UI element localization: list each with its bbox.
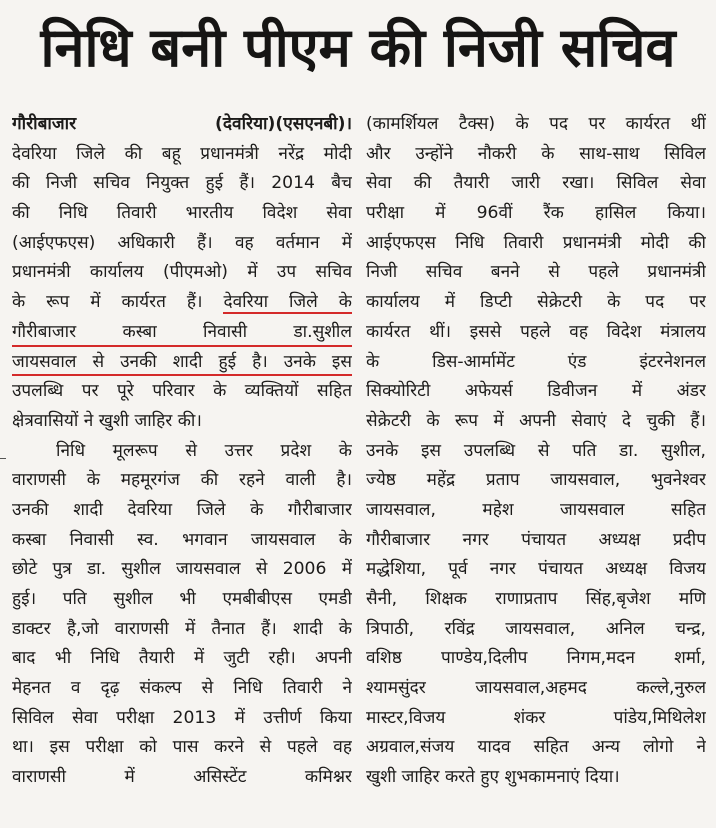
article-line: छोटे पुत्र डा. सुशील जायसवाल से 2006 में [12, 559, 352, 580]
article-line: डाक्टर है,जो वाराणसी में तैनात हैं। शादी के [12, 618, 352, 639]
dateline-source: (देवरिया)(एसएनबी)। [215, 114, 352, 134]
article-line-text: के रूप में कार्यरत हैं। [12, 292, 203, 313]
article-line: निधि मूलरूप से उत्तर प्रदेश के [56, 440, 352, 461]
article-line: सेक्रेटरी के रूप में अपनी सेवाएं दे चुकी हैं। [366, 410, 706, 431]
article-line: मद्धेशिया, पूर्व नगर पंचायत अध्यक्ष विजय [366, 559, 706, 580]
article-line: आईएफएस निधि तिवारी प्रधानमंत्री मोदी की [366, 232, 706, 253]
article-line: देवरिया जिले की बहू प्रधानमंत्री नरेंद्र मोदी [12, 143, 352, 164]
article-line: श्यामसुंदर जायसवाल,अहमद कल्ले,नुरुल [366, 678, 706, 699]
article-line: (आईएफएस) अधिकारी हैं। वह वर्तमान में [12, 232, 352, 253]
article-line: सेवा की तैयारी जारी रखा। सिविल सेवा [366, 173, 706, 194]
article-line: उपलब्धि पर पूरे परिवार के व्यक्तियों सहित [12, 381, 352, 402]
article-line: और उन्होंने नौकरी के साथ-साथ सिविल [366, 143, 706, 164]
article-line: वाराणसी के महमूरगंज की रहने वाली है। [12, 470, 352, 491]
article-line: जायसवाल, महेश जायसवाल सहित [366, 499, 706, 520]
margin-tick [0, 458, 6, 459]
article-line: प्रधानमंत्री कार्यालय (पीएमओ) में उप सचिव [12, 262, 352, 283]
article-line: खुशी जाहिर करते हुए शुभकामनाएं दिया। [366, 767, 620, 788]
dateline-place: गौरीबाजार [12, 114, 77, 134]
right-column [366, 110, 706, 793]
highlighted-line [12, 348, 352, 378]
article-line-text: उनके इस [283, 351, 352, 372]
article-line: अग्रवाल,संजय यादव सहित अन्य लोगो ने [366, 737, 706, 758]
article-line: ज्येष्ठ महेंद्र प्रताप जायसवाल, भुवनेश्वर [366, 470, 706, 491]
article-line: कार्यालय में डिप्टी सेक्रेटरी के पद पर [366, 292, 706, 313]
highlighted-text: देवरिया जिले के [223, 292, 352, 313]
article-line: मास्टर,विजय शंकर पांडेय,मिथिलेश [366, 707, 706, 728]
article-line: की निजी सचिव नियुक्त हुई हैं। 2014 बैच [12, 173, 352, 194]
article-line: के डिस-आर्मामेंट एंड इंटरनेशनल [366, 351, 706, 372]
article-line: त्रिपाठी, रविंद्र जायसवाल, अनिल चन्द्र, [366, 618, 706, 639]
article-line: वाराणसी में असिस्टेंट कमिश्नर [12, 767, 352, 788]
article-line: वशिष्ठ पाण्डेय,दिलीप निगम,मदन शर्मा, [366, 648, 706, 669]
article-line: हुई। पति सुशील भी एमबीबीएस एमडी [12, 589, 352, 609]
article-line: मेहनत व दृढ़ संकल्प से निधि तिवारी ने [12, 678, 352, 699]
article-line: कस्बा निवासी स्व. भगवान जायसवाल के [12, 529, 352, 550]
article-line: था। इस परीक्षा को पास करने से पहले वह [12, 737, 352, 758]
article-line: बाद भी निधि तैयारी में जुटी रही। अपनी [12, 648, 352, 669]
article-line: सिविल सेवा परीक्षा 2013 में उत्तीर्ण किया [12, 707, 352, 728]
left-column [12, 110, 352, 793]
article-line [12, 110, 352, 140]
article-line: गौरीबाजार नगर पंचायत अध्यक्ष प्रदीप [366, 529, 706, 550]
article-line: कार्यरत थीं। इससे पहले वह विदेश मंत्रालय [366, 321, 706, 342]
article-line: सिक्योरिटी अफेयर्स डिवीजन में अंडर [366, 381, 706, 402]
article-line: (कामर्शियल टैक्स) के पद पर कार्यरत थीं [366, 114, 706, 134]
article-line: परीक्षा में 96वीं रैंक हासिल किया। [366, 203, 706, 224]
article-line: उनकी शादी देवरिया जिले के गौरीबाजार [12, 499, 352, 520]
article-line: की निधि तिवारी भारतीय विदेश सेवा [12, 203, 352, 224]
article-line: क्षेत्रवासियों ने खुशी जाहिर की। [12, 410, 202, 431]
article-line [12, 288, 352, 318]
highlighted-text: जायसवाल से उनकी शादी हुई है। [12, 351, 268, 372]
article-line: निजी सचिव बनने से पहले प्रधानमंत्री [366, 262, 706, 283]
article-line: उनके इस उपलब्धि से पति डा. सुशील, [366, 440, 706, 461]
highlighted-line: गौरीबाजार कस्बा निवासी डा.सुशील [12, 318, 352, 348]
article-line: सैनी, शिक्षक राणाप्रताप सिंह,बृजेश मणि [366, 589, 706, 609]
headline: निधि बनी पीएम की निजी सचिव [40, 16, 676, 79]
